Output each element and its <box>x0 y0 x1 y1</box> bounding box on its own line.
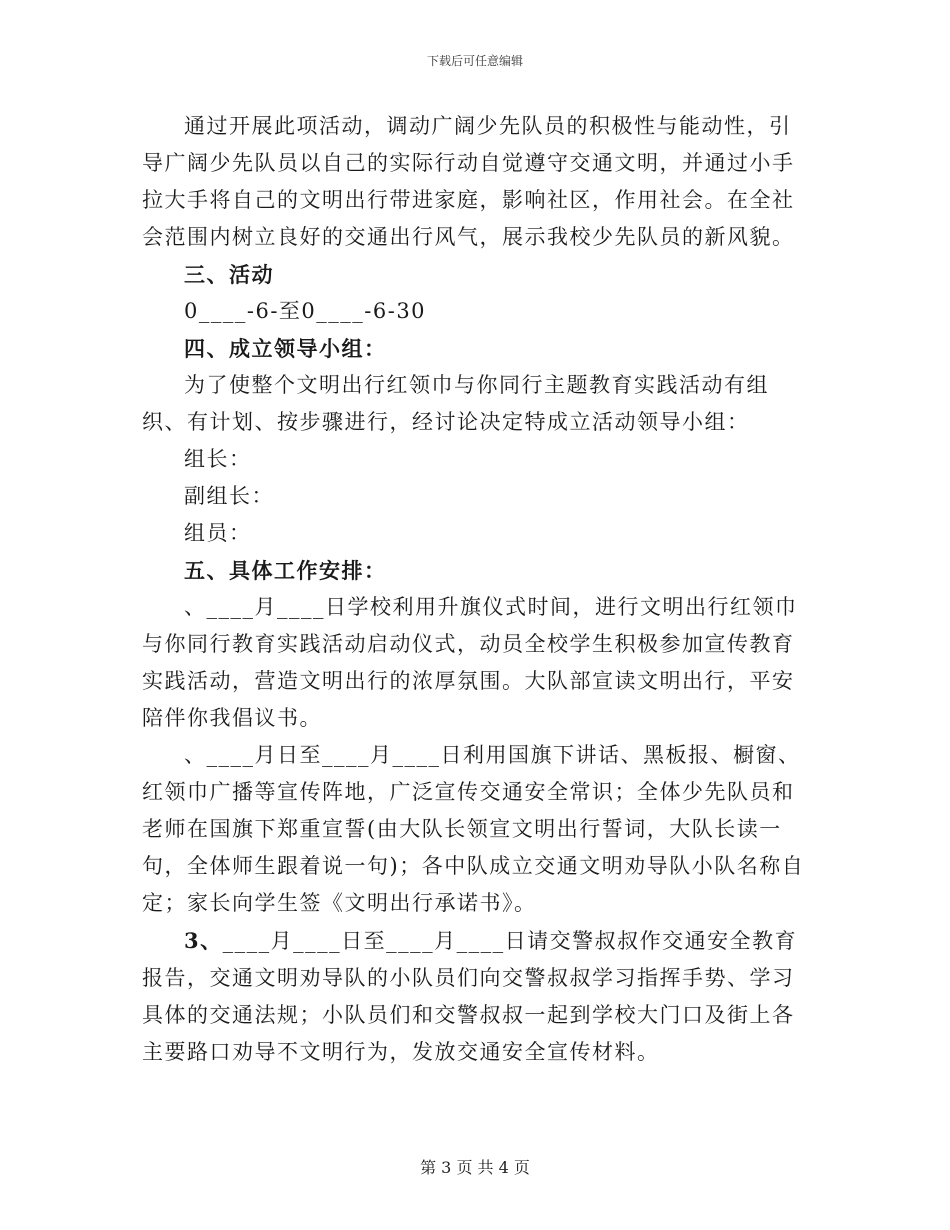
paragraph-purpose: 通过开展此项活动，调动广阔少先队员的积极性与能动性，引导广阔少先队员以自己的实际行动自觉遵守交通文明，并通过小手拉大手将自己的文明出行带进家庭，影响社区，作用社会。在全社会范围内树立良好的交通出行风气，展示我校少先队员的新风貌。 <box>142 114 795 249</box>
arrangement-item-3 <box>142 922 812 1071</box>
document-body <box>142 108 812 1071</box>
heading-leadership-group: 四、成立领导小组： <box>184 336 387 361</box>
activity-date-range: 0____-6-至0____-6-30 <box>184 299 427 323</box>
paragraph-leadership: 为了使整个文明出行红领巾与你同行主题教育实践活动有组织、有计划、按步骤进行，经讨论决定特成立活动领导小组： <box>142 373 769 434</box>
members-line: 组员： <box>184 521 252 545</box>
vice-leader-line: 副组长： <box>184 484 274 508</box>
page-header: 下载后可任意编辑 <box>426 54 523 68</box>
page-footer: 第 3 页 共 4 页 <box>420 1158 530 1177</box>
heading-activity: 三、活动 <box>184 262 274 287</box>
item-3-number: 3、 <box>184 928 223 953</box>
arrangement-item-2: 、____月日至____月____日利用国旗下讲话、黑板报、橱窗、红领巾广播等宣传阵地，广泛宣传交通安全常识；全体少先队员和老师在国旗下郑重宣誓(由大队长领宣文明出行誓词，大队长读一句，全体师生跟着说一句)；各中队成立交通文明劝导队小队名称自定；家长向学生签《文明出行承诺书》。 <box>142 743 805 915</box>
group-leader-line: 组长： <box>184 447 252 471</box>
heading-work-arrangement: 五、具体工作安排： <box>184 558 387 583</box>
arrangement-item-1: 、____月____日学校利用升旗仪式时间，进行文明出行红领巾与你同行教育实践活动启动仪式，动员全校学生积极参加宣传教育实践活动，营造文明出行的浓厚氛围。大队部宣读文明出行，平安陪伴你我倡议书。 <box>142 595 798 730</box>
item-3-text: ____月____日至____月____日请交警叔叔作交通安全教育报告，交通文明劝导队的小队员们向交警叔叔学习指挥手势、学习具体的交通法规；小队员们和交警叔叔一起到学校大门口及街上各主要路口劝导不文明行为，发放交通安全宣传材料。 <box>142 929 798 1064</box>
